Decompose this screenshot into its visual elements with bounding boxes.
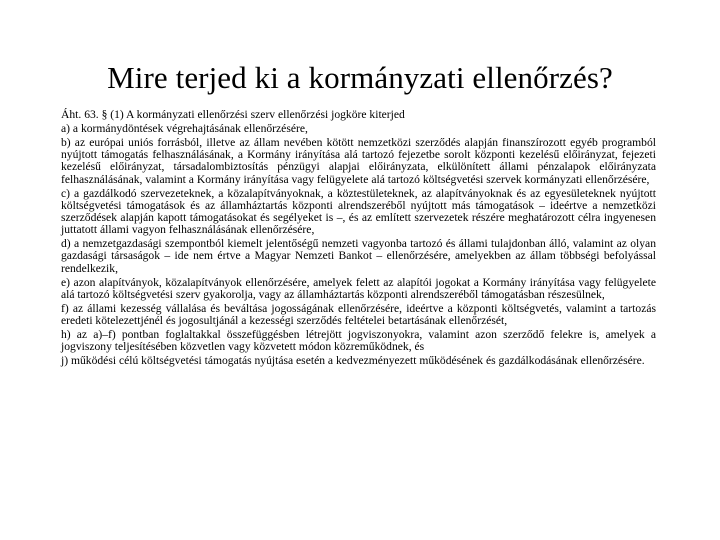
paragraph-item-j: j) működési célú költségvetési támogatás nyújtása esetén a kedvezményezett működésének és gazdálkodásának ellenőrzésére. (61, 354, 645, 368)
slide-title: Mire terjed ki a kormányzati ellenőrzés? (107, 60, 613, 95)
paragraph-intro: Áht. 63. § (1) A kormányzati ellenőrzési szerv ellenőrzési jogköre kiterjed (61, 108, 405, 121)
slide-body (61, 109, 656, 369)
paragraph-item-b: b) az európai uniós forrásból, illetve az állam nevében kötött nemzetközi szerződés alapján finanszírozott egyéb programból nyújtott támogatás felhasználásának, a Kormány irányítása alá tartozó fejezetbe sorolt központi kezelésű előirányzat, fejezeti kezelésű előirányzat, társadalombiztosítás pénzügyi alapjai előirányzata, elkülönített állami pénzalapok előirányzata felhasználásának, valamint a Kormány irányítása vagy felügyelete alá tartozó költségvetési szervek kormányzati ellenőrzésére, (61, 136, 656, 186)
paragraph-item-h: h) az a)–f) pontban foglaltakkal összefüggésben létrejött jogviszonyokra, valamint azon szerződő felekre is, amelyek a jogviszony teljesítésében közvetlen vagy közvetett módon közreműködnek, és (61, 328, 656, 354)
paragraph-item-a: a) a kormánydöntések végrehajtásának ellenőrzésére, (61, 122, 308, 135)
paragraph-item-e: e) azon alapítványok, közalapítványok ellenőrzésére, amelyek felett az alapítói jogokat a Kormány irányítása vagy felügyelete alá tartozó költségvetési szerv gyakorolja, vagy az államháztartás központi alrendszeréből támogatásban részesülnek, (61, 275, 656, 301)
paragraph-item-c: c) a gazdálkodó szervezeteknek, a közalapítványoknak, a köztestületeknek, az alapítványoknak és az egyesületeknek nyújtott költségvetési támogatások és az államháztartás központi alrendszeréből nyújtott más támogatások – ideértve a nemzetközi szerződések alapján kapott támogatásokat és segélyeket is –, és az említett szervezetek részére meghatározott célra ingyenesen juttatott állami vagyon felhasználásának ellenőrzésére, (61, 186, 656, 237)
paragraph-item-f: f) az állami kezesség vállalása és beváltása jogosságának ellenőrzésére, ideértve a központi költségvetés, valamint a tartozás eredeti kötelezettjénél és jogosultjánál a kezességi szerződés feltételei betartásának ellenőrzését, (61, 301, 656, 328)
paragraph-item-d: d) a nemzetgazdasági szempontból kiemelt jelentőségű nemzeti vagyonba tartozó és állami tulajdonban álló, valamint az olyan gazdasági társaságok – ide nem értve a Magyar Nemzeti Bankot – ellenőrzésére, amelyekben az állam többségi befolyással rendelkezik, (61, 237, 656, 275)
